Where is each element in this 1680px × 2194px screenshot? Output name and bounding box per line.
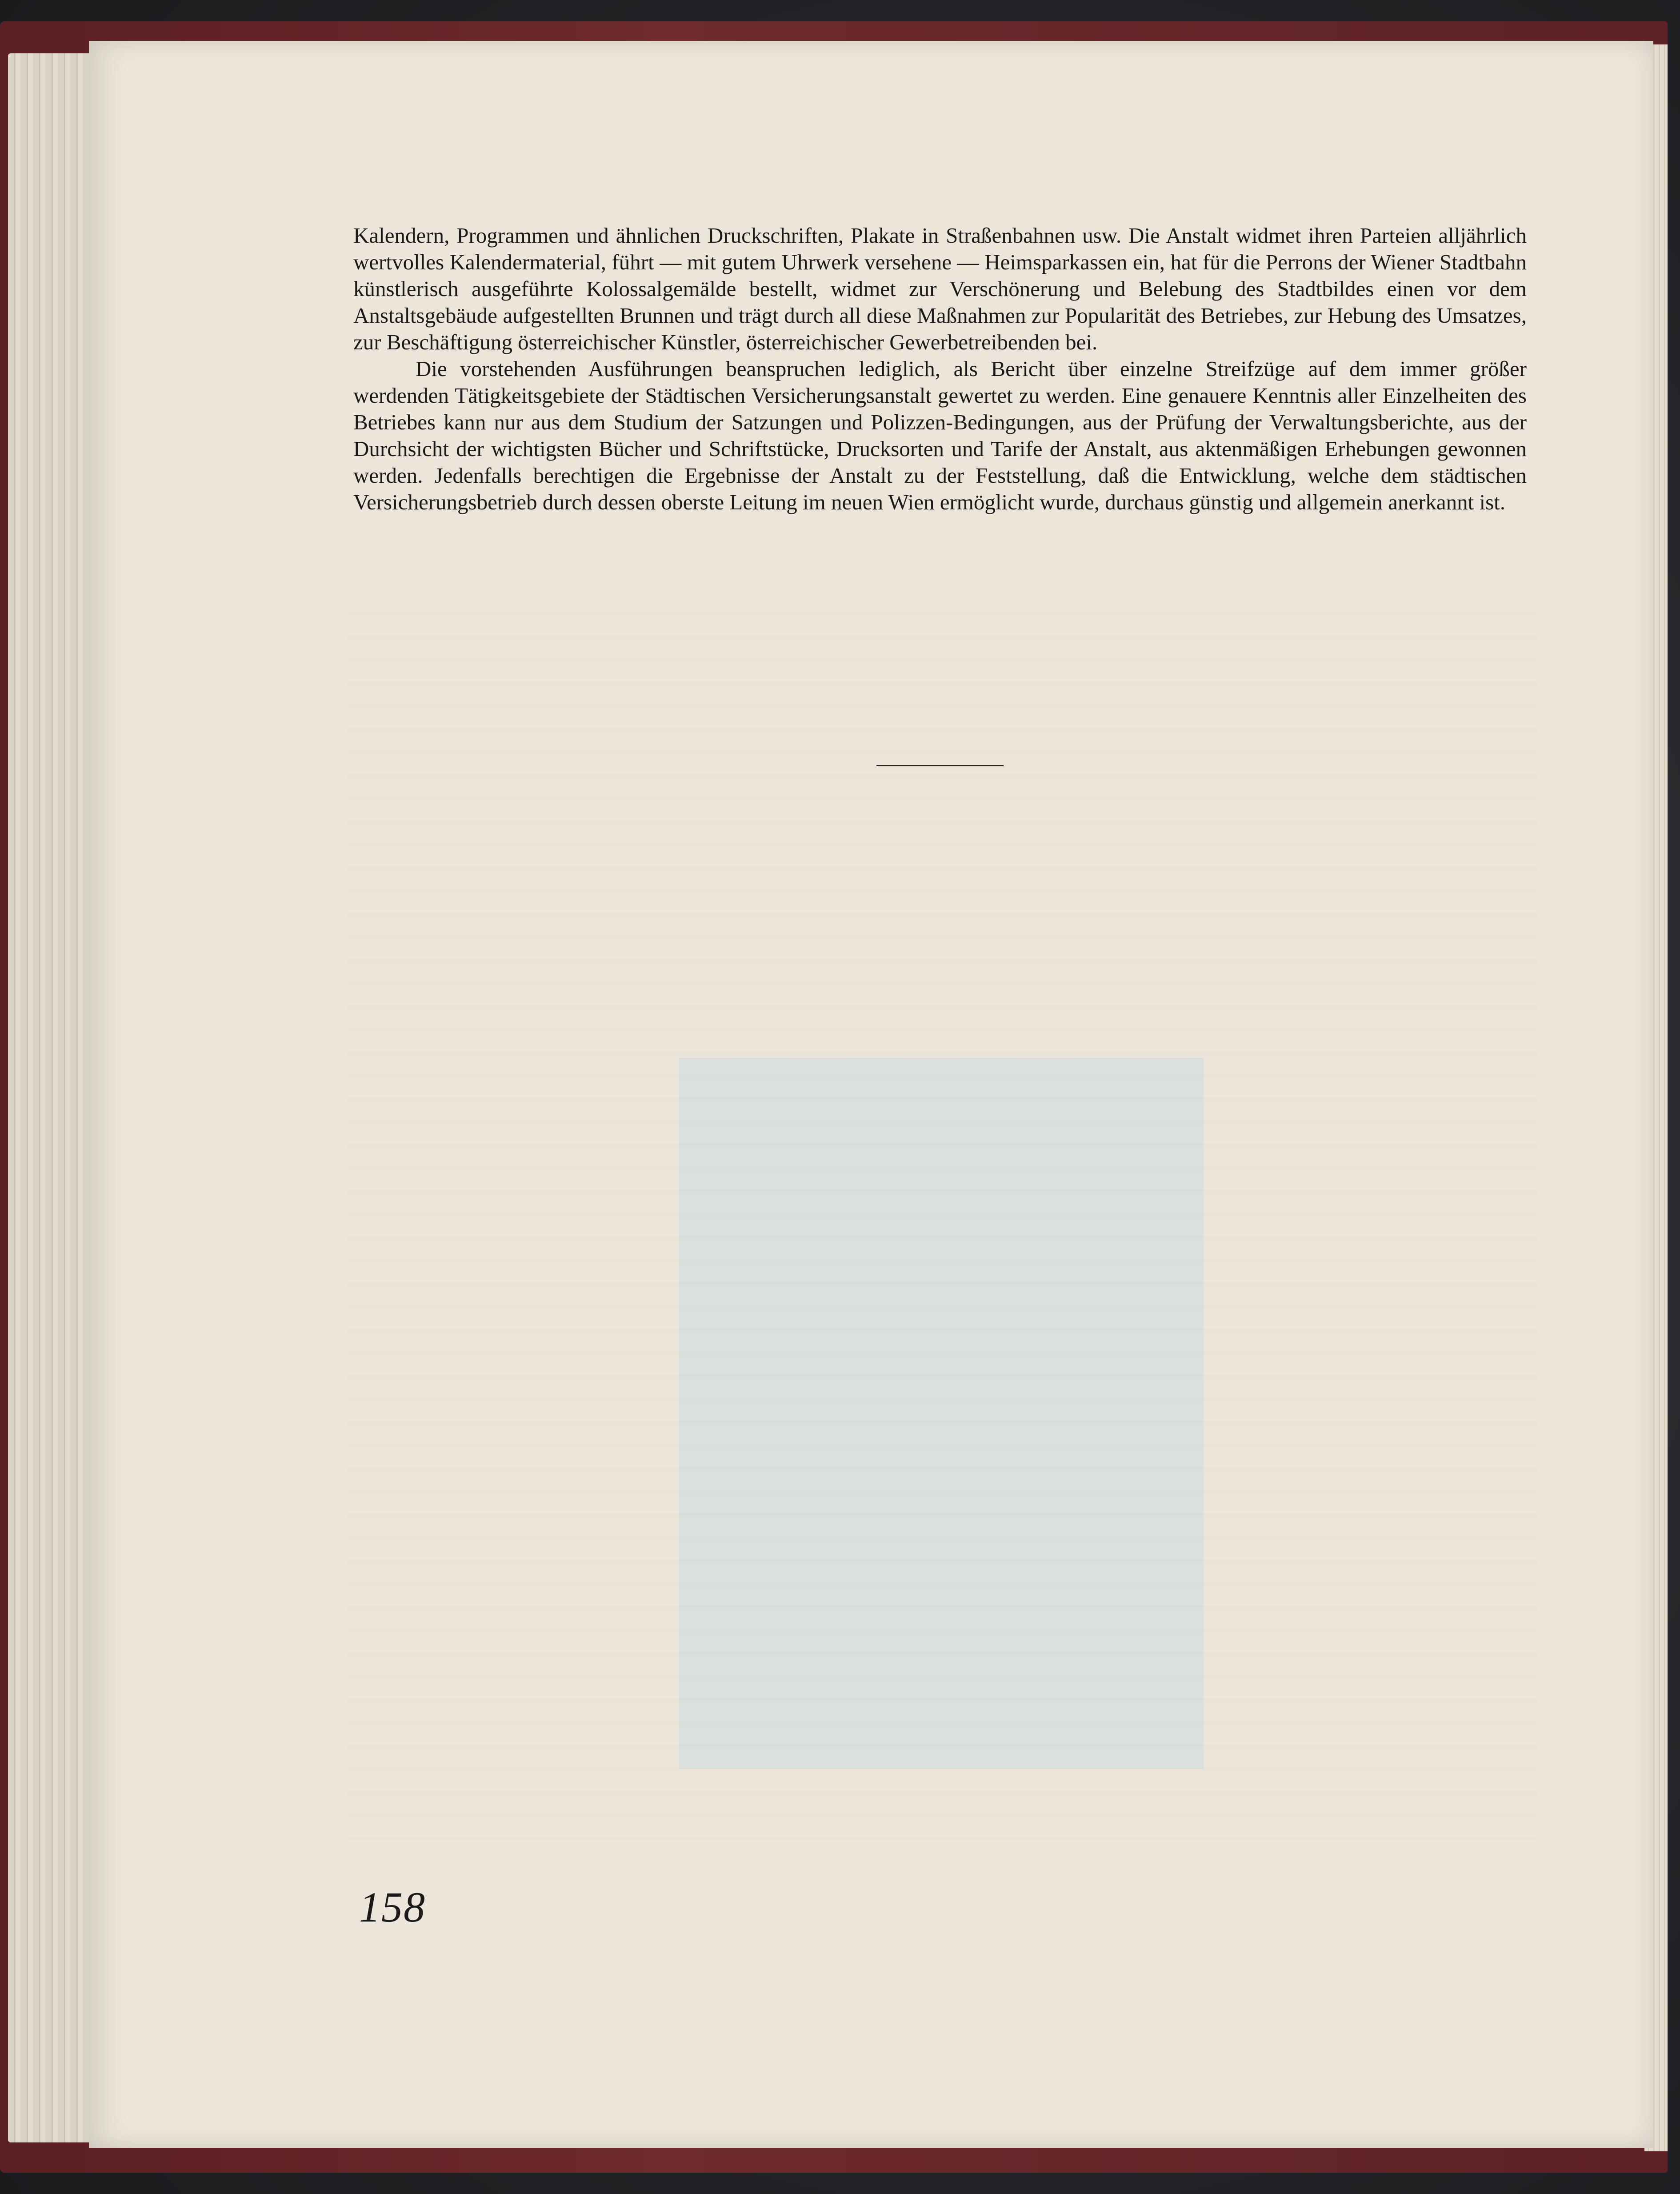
- paragraph-2: Die vorstehenden Ausführungen beanspruchen lediglich, als Bericht über einzelne Streifzüge auf dem immer größer werdenden Tätigkeitsgebiete der Städtischen Versicherungsanstalt gewertet zu werden. Eine genauere Kenntnis aller Einzelheiten des Betriebes kann nur aus dem Studium der Satzungen und Polizzen-Bedingungen, aus der Prüfung der Verwaltungsberichte, aus der Durchsicht der wichtigsten Bücher und Schriftstücke, Drucksorten und Tarife der Anstalt, aus aktenmäßigen Erhebungen gewonnen werden. Jedenfalls berechtigen die Ergebnisse der Anstalt zu der Feststellung, daß die Entwicklung, welche dem städtischen Versicherungsbetrieb durch dessen oberste Leitung im neuen Wien ermöglicht wurde, durchaus günstig und allgemein anerkannt ist.: [353, 356, 1527, 514]
- page-edges-left: [8, 53, 97, 2142]
- section-divider: [876, 765, 1004, 766]
- paragraph-1: Kalendern, Programmen und ähnlichen Druckschriften, Plakate in Straßenbahnen usw. Die Anstalt widmet ihren Parteien alljährlich wertvolles Kalendermaterial, führt — mit gutem Uhrwerk versehene — Heimsparkassen ein, hat für die Perrons der Wiener Stadtbahn künstlerisch ausgeführte Kolossalgemälde bestellt, widmet zur Verschönerung und Belebung des Stadtbildes einen vor dem Anstaltsgebäude aufgestellten Brunnen und trägt durch all diese Maßnahmen zur Popularität des Betriebes, zur Hebung des Umsatzes, zur Beschäftigung österreichischer Künstler, österreichischer Gewerbetreibenden bei.: [353, 223, 1527, 354]
- show-through-image: [679, 1058, 1204, 1769]
- body-text: [353, 222, 1527, 516]
- page-number: 158: [359, 1883, 426, 1931]
